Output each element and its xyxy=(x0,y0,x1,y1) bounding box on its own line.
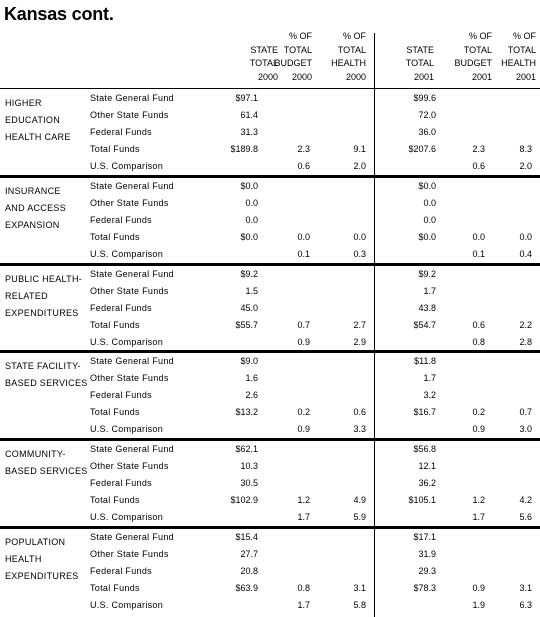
table-cell: 27.7 xyxy=(240,549,258,559)
column-header-line: 2001 xyxy=(515,71,536,82)
table-row xyxy=(0,300,540,317)
table-cell: 0.0 xyxy=(519,232,532,242)
column-header xyxy=(374,30,434,84)
table-row xyxy=(0,597,540,614)
table-cell: 2.0 xyxy=(519,161,532,171)
row-label: Total Funds xyxy=(90,495,140,505)
table-cell: 0.6 xyxy=(472,161,485,171)
table-cell: 20.8 xyxy=(240,566,258,576)
column-header-line: % OF xyxy=(468,31,492,41)
table-cell: $105.1 xyxy=(408,495,436,505)
table-row xyxy=(0,387,540,404)
table-cell: $0.0 xyxy=(418,181,436,191)
table-cell: 0.1 xyxy=(297,249,310,259)
table-cell: 1.7 xyxy=(472,512,485,522)
table-row xyxy=(0,266,540,283)
table-cell: 2.0 xyxy=(353,161,366,171)
table-row xyxy=(0,563,540,580)
category-line: COMMUNITY- xyxy=(5,449,66,459)
table-cell: 2.2 xyxy=(519,320,532,330)
table-section xyxy=(0,266,540,354)
table-cell: 0.9 xyxy=(297,337,310,347)
table-section xyxy=(0,178,540,266)
row-label: Federal Funds xyxy=(90,215,152,225)
table-row xyxy=(0,458,540,475)
row-label: U.S. Comparison xyxy=(90,600,164,610)
table-section xyxy=(0,353,540,441)
table-cell: 10.3 xyxy=(240,461,258,471)
table-cell: $0.0 xyxy=(240,232,258,242)
table-cell: 0.9 xyxy=(297,424,310,434)
table-cell: 5.6 xyxy=(519,512,532,522)
table-cell: 1.9 xyxy=(472,600,485,610)
table-cell: 2.7 xyxy=(353,320,366,330)
column-header-line: 2000 xyxy=(345,71,366,82)
column-header-line: HEALTH xyxy=(331,58,366,68)
section-divider xyxy=(0,263,540,266)
table-cell: 5.8 xyxy=(353,600,366,610)
table-cell: 3.0 xyxy=(519,424,532,434)
row-label: U.S. Comparison xyxy=(90,512,164,522)
row-label: Federal Funds xyxy=(90,566,152,576)
table-cell: 2.9 xyxy=(353,337,366,347)
table-cell: 0.9 xyxy=(472,583,485,593)
row-label: State General Fund xyxy=(90,269,174,279)
table-cell: 2.3 xyxy=(472,144,485,154)
row-label: State General Fund xyxy=(90,444,174,454)
table-cell: 3.2 xyxy=(423,390,436,400)
column-header-line: BUDGET xyxy=(454,58,492,68)
table-cell: 61.4 xyxy=(240,110,258,120)
row-label: Federal Funds xyxy=(90,303,152,313)
table-row xyxy=(0,404,540,421)
table-cell: 3.3 xyxy=(353,424,366,434)
table-cell: 0.7 xyxy=(297,320,310,330)
row-label: State General Fund xyxy=(90,93,174,103)
category-line: EXPENDITURES xyxy=(5,308,79,319)
table-cell: 36.0 xyxy=(418,127,436,137)
table-cell: $15.4 xyxy=(235,532,258,542)
table-cell: 1.7 xyxy=(297,512,310,522)
table-cell: 45.0 xyxy=(240,303,258,313)
category-line: HIGHER xyxy=(5,98,42,108)
table-row xyxy=(0,529,540,546)
row-label: Total Funds xyxy=(90,232,140,242)
table-cell: $9.2 xyxy=(240,269,258,279)
table-cell: 1.6 xyxy=(245,373,258,383)
category-line: EXPENDITURES xyxy=(5,571,79,582)
row-label: Other State Funds xyxy=(90,286,169,296)
table-cell: 0.4 xyxy=(519,249,532,259)
row-label: Federal Funds xyxy=(90,478,152,488)
column-header xyxy=(476,30,536,84)
table-cell: $11.8 xyxy=(414,356,436,366)
category-line: RELATED xyxy=(5,291,48,302)
column-header-line: 2001 xyxy=(471,71,492,82)
table-row xyxy=(0,334,540,351)
row-label: U.S. Comparison xyxy=(90,249,164,259)
row-label: U.S. Comparison xyxy=(90,424,164,434)
row-label: U.S. Comparison xyxy=(90,337,164,347)
row-label: Total Funds xyxy=(90,407,140,417)
table-cell: $102.9 xyxy=(230,495,258,505)
column-header-line: % OF xyxy=(342,31,366,41)
table-row xyxy=(0,492,540,509)
table-row xyxy=(0,283,540,300)
row-label: Other State Funds xyxy=(90,110,169,120)
table-cell: 12.1 xyxy=(418,461,436,471)
table-cell: $13.2 xyxy=(235,407,258,417)
row-label: Other State Funds xyxy=(90,373,169,383)
table-cell: $99.6 xyxy=(413,93,436,103)
table-cell: 1.7 xyxy=(423,286,436,296)
table-cell: 2.3 xyxy=(297,144,310,154)
column-header-line: STATE xyxy=(250,44,278,55)
table-cell: 30.5 xyxy=(240,478,258,488)
table-row xyxy=(0,441,540,458)
table-cell: 1.7 xyxy=(297,600,310,610)
table-cell: 31.3 xyxy=(240,127,258,137)
table-row xyxy=(0,353,540,370)
section-divider xyxy=(0,350,540,353)
column-header-line: TOTAL xyxy=(337,44,366,55)
table-cell: $189.8 xyxy=(230,144,258,154)
table-cell: $62.1 xyxy=(235,444,258,454)
table-row xyxy=(0,317,540,334)
category-line: INSURANCE xyxy=(5,186,61,196)
column-header xyxy=(306,30,366,84)
page-title: Kansas cont. xyxy=(4,4,114,24)
table-row xyxy=(0,90,540,107)
table-cell: $9.2 xyxy=(418,269,436,279)
table-cell: 1.2 xyxy=(472,495,485,505)
table-cell: 0.7 xyxy=(519,407,532,417)
table-cell: 2.6 xyxy=(245,390,258,400)
table-cell: 29.3 xyxy=(418,566,436,576)
table-row xyxy=(0,212,540,229)
table-cell: $97.1 xyxy=(235,93,258,103)
table-row xyxy=(0,141,540,158)
table-cell: 0.2 xyxy=(472,407,485,417)
table-cell: $78.3 xyxy=(413,583,436,593)
table-cell: 36.2 xyxy=(418,478,436,488)
section-divider xyxy=(0,175,540,178)
table-row xyxy=(0,580,540,597)
table-cell: $9.0 xyxy=(240,356,258,366)
column-header-line: STATE xyxy=(406,44,434,55)
category-line: HEALTH CARE xyxy=(5,132,71,143)
column-header-line: TOTAL xyxy=(507,44,536,55)
table-cell: $55.7 xyxy=(235,320,258,330)
row-label: U.S. Comparison xyxy=(90,161,164,171)
row-label: State General Fund xyxy=(90,532,174,542)
column-header xyxy=(252,30,312,84)
table-section xyxy=(0,529,540,617)
table-cell: 0.0 xyxy=(245,198,258,208)
row-label: Total Funds xyxy=(90,320,140,330)
row-label: Other State Funds xyxy=(90,461,169,471)
table-cell: $17.1 xyxy=(413,532,436,542)
table-cell: $207.6 xyxy=(408,144,436,154)
table-row xyxy=(0,475,540,492)
category-line: AND ACCESS xyxy=(5,203,67,214)
row-label: Other State Funds xyxy=(90,549,169,559)
table-cell: 0.9 xyxy=(472,424,485,434)
table-row xyxy=(0,421,540,438)
column-header-line: HEALTH xyxy=(501,58,536,68)
table-row xyxy=(0,229,540,246)
row-label: Other State Funds xyxy=(90,198,169,208)
table-section xyxy=(0,441,540,529)
table-row xyxy=(0,178,540,195)
table-cell: 4.9 xyxy=(353,495,366,505)
table-cell: 0.2 xyxy=(297,407,310,417)
table-cell: 9.1 xyxy=(353,144,366,154)
table-row xyxy=(0,546,540,563)
column-header-line: 2000 xyxy=(291,71,312,82)
table-cell: 0.8 xyxy=(472,337,485,347)
table-cell: $63.9 xyxy=(235,583,258,593)
row-label: Federal Funds xyxy=(90,390,152,400)
column-header-line: TOTAL xyxy=(463,44,492,55)
table-cell: 0.0 xyxy=(472,232,485,242)
table-cell: $0.0 xyxy=(418,232,436,242)
table-cell: $56.8 xyxy=(413,444,436,454)
table-cell: 0.6 xyxy=(472,320,485,330)
category-line: POPULATION xyxy=(5,537,66,547)
row-label: Total Funds xyxy=(90,583,140,593)
category-line: PUBLIC HEALTH- xyxy=(5,274,83,284)
table-cell: 6.3 xyxy=(519,600,532,610)
category-line: BASED SERVICES xyxy=(5,378,88,389)
table-cell: 0.0 xyxy=(245,215,258,225)
column-header-line: % OF xyxy=(288,31,312,41)
column-header-line: % OF xyxy=(512,31,536,41)
table-cell: 0.3 xyxy=(353,249,366,259)
header-rule xyxy=(0,88,540,89)
table-cell: 31.9 xyxy=(418,549,436,559)
column-header-line xyxy=(374,30,434,44)
table-row xyxy=(0,158,540,175)
column-header-line: TOTAL xyxy=(249,58,278,68)
table-cell: 8.3 xyxy=(519,144,532,154)
table-row xyxy=(0,246,540,263)
column-header-line: 2000 xyxy=(257,71,278,82)
table-cell: 43.8 xyxy=(418,303,436,313)
table-cell: 4.2 xyxy=(519,495,532,505)
table-cell: 1.7 xyxy=(423,373,436,383)
table-cell: 3.1 xyxy=(519,583,532,593)
table-row xyxy=(0,107,540,124)
table-cell: 0.0 xyxy=(423,215,436,225)
table-cell: $16.7 xyxy=(413,407,436,417)
row-label: Total Funds xyxy=(90,144,140,154)
table-cell: 72.0 xyxy=(418,110,436,120)
category-line: BASED SERVICES xyxy=(5,466,88,477)
column-header-line: 2001 xyxy=(413,71,434,82)
table-cell: 0.8 xyxy=(297,583,310,593)
table-cell: 5.9 xyxy=(353,512,366,522)
category-line: STATE FACILITY- xyxy=(5,361,81,371)
table-row xyxy=(0,195,540,212)
table-row xyxy=(0,370,540,387)
table-cell: 0.6 xyxy=(353,407,366,417)
table-row xyxy=(0,509,540,526)
table-cell: 0.6 xyxy=(297,161,310,171)
table-cell: 0.0 xyxy=(423,198,436,208)
section-divider xyxy=(0,438,540,441)
table-cell: 1.2 xyxy=(297,495,310,505)
category-line: EXPANSION xyxy=(5,220,60,231)
section-divider xyxy=(0,526,540,529)
table-cell: 0.0 xyxy=(297,232,310,242)
row-label: State General Fund xyxy=(90,181,174,191)
table-cell: 0.1 xyxy=(472,249,485,259)
category-line: EDUCATION xyxy=(5,115,61,126)
table-row xyxy=(0,124,540,141)
table-cell: 1.5 xyxy=(245,286,258,296)
table-cell: $54.7 xyxy=(413,320,436,330)
table-cell: 2.8 xyxy=(519,337,532,347)
category-line: HEALTH xyxy=(5,554,42,565)
table-cell: 3.1 xyxy=(353,583,366,593)
table-section xyxy=(0,90,540,178)
row-label: Federal Funds xyxy=(90,127,152,137)
row-label: State General Fund xyxy=(90,356,174,366)
table-cell: 0.0 xyxy=(353,232,366,242)
column-header-line: BUDGET xyxy=(274,58,312,68)
table-cell: $0.0 xyxy=(240,181,258,191)
column-header-line: TOTAL xyxy=(405,58,434,68)
column-header-line: TOTAL xyxy=(283,44,312,55)
